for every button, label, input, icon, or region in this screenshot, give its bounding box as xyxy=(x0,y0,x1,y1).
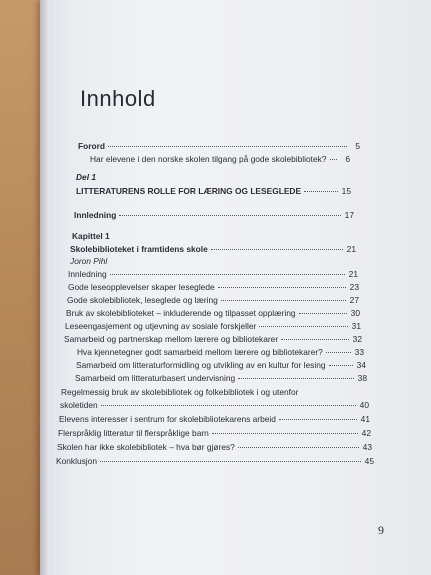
toc-entry-label: Innledning xyxy=(68,269,107,279)
dot-leader xyxy=(299,313,347,314)
toc-entry-label: Har elevene i den norske skolen tilgang på gode skolebibliotek? xyxy=(90,154,327,164)
toc-entry-page: 6 xyxy=(345,154,350,164)
toc-entry-page: 30 xyxy=(350,308,360,318)
toc-entry xyxy=(68,282,359,292)
dot-leader xyxy=(218,287,346,288)
page-number: 9 xyxy=(378,523,384,537)
dot-leader xyxy=(100,461,361,462)
toc-entry-label: Innledning xyxy=(74,210,117,220)
dot-leader xyxy=(101,405,356,406)
toc-entry xyxy=(66,308,360,318)
toc-entry-page: 27 xyxy=(349,295,359,305)
toc-entry-page: 21 xyxy=(346,244,356,254)
chapter-author: Joron Pihl xyxy=(70,256,108,266)
toc-entry-page: 41 xyxy=(360,414,370,424)
toc-entry-label: Gode skolebibliotek, leseglede og læring xyxy=(67,295,218,305)
dot-leader xyxy=(326,352,351,353)
toc-entry-page: 32 xyxy=(352,334,362,344)
toc-entry-page: 21 xyxy=(348,269,358,279)
dot-leader xyxy=(330,159,337,160)
toc-entry-label: Samarbeid om litteraturformidling og utvikling av en kultur for lesing xyxy=(76,360,326,370)
toc-entry-chapter-title xyxy=(70,244,356,254)
toc-entry-page: 17 xyxy=(344,210,354,220)
dot-leader xyxy=(119,215,341,216)
toc-entry-label: Hva kjennetegner godt samarbeid mellom lærere og bibliotekarer? xyxy=(77,347,323,357)
dot-leader xyxy=(304,191,338,192)
dot-leader xyxy=(108,146,347,147)
dot-leader xyxy=(221,300,346,301)
dot-leader xyxy=(259,326,348,327)
toc-entry-page: 5 xyxy=(355,141,360,151)
toc-entry-label: skoletiden xyxy=(60,400,98,410)
toc-entry-label: Skolebiblioteket i framtidens skole xyxy=(70,244,208,254)
toc-entry-page: 23 xyxy=(349,282,359,292)
toc-entry-label: Samarbeid om litteraturbasert undervisning xyxy=(75,373,236,383)
toc-entry-label: Leseengasjement og utjevning av sosiale forskjeller xyxy=(65,321,257,331)
dot-leader xyxy=(110,274,345,275)
toc-entry xyxy=(76,360,366,370)
toc-entry xyxy=(56,456,374,466)
dot-leader xyxy=(238,378,354,379)
toc-entry xyxy=(57,442,372,452)
dot-leader xyxy=(211,249,343,250)
part-heading: Del 1 xyxy=(76,172,97,182)
dot-leader xyxy=(238,447,359,448)
toc-entry xyxy=(59,414,370,424)
toc-entry xyxy=(77,347,364,357)
toc-entry-forord-sub xyxy=(90,154,350,164)
toc-entry-page: 34 xyxy=(356,360,366,370)
toc-entry xyxy=(65,321,361,331)
toc-entry-label: Skolen har ikke skolebibliotek – hva bør gjøres? xyxy=(57,442,235,452)
toc-entry-label: Forord xyxy=(78,141,105,151)
dot-leader xyxy=(279,419,357,420)
toc-entry-part-1 xyxy=(76,186,351,196)
toc-entry-page: 45 xyxy=(364,456,374,466)
toc-entry xyxy=(60,400,369,410)
page-title: Innhold xyxy=(80,86,156,111)
toc-entry-label: Regelmessig bruk av skolebibliotek og folkebibliotek i og utenfor xyxy=(61,387,299,397)
toc-entry-label: Flerspråklig litteratur til flerspråklige barn xyxy=(58,428,209,438)
toc-entry xyxy=(58,428,371,438)
toc-entry-label: Bruk av skolebiblioteket – inkluderende og tilpasset opplæring xyxy=(66,308,296,318)
toc-entry-page: 42 xyxy=(361,428,371,438)
toc-entry-innledning xyxy=(74,210,354,220)
toc-entry-page: 38 xyxy=(357,373,367,383)
toc-entry xyxy=(68,269,358,279)
dot-leader xyxy=(329,365,353,366)
dot-leader xyxy=(212,433,358,434)
toc-entry-forord xyxy=(78,141,360,151)
toc-entry xyxy=(75,373,367,383)
toc-entry-label: Samarbeid og partnerskap mellom lærere og bibliotekarer xyxy=(64,334,279,344)
chapter-heading: Kapittel 1 xyxy=(72,231,110,241)
toc-entry xyxy=(67,295,359,305)
dot-leader xyxy=(281,339,349,340)
toc-entry-label: Konklusjon xyxy=(56,456,97,466)
toc-entry-page: 33 xyxy=(354,347,364,357)
toc-entry-page: 40 xyxy=(359,400,369,410)
toc-entry xyxy=(64,334,362,344)
toc-entry-page: 15 xyxy=(341,186,351,196)
toc-entry-label: Elevens interesser i sentrum for skolebibliotekarens arbeid xyxy=(59,414,276,424)
toc-entry-page: 43 xyxy=(362,442,372,452)
toc-entry-page: 31 xyxy=(351,321,361,331)
toc-entry-label: Gode leseopplevelser skaper leseglede xyxy=(68,282,215,292)
toc-entry-label: LITTERATURENS ROLLE FOR LÆRING OG LESEGLEDE xyxy=(76,186,302,196)
